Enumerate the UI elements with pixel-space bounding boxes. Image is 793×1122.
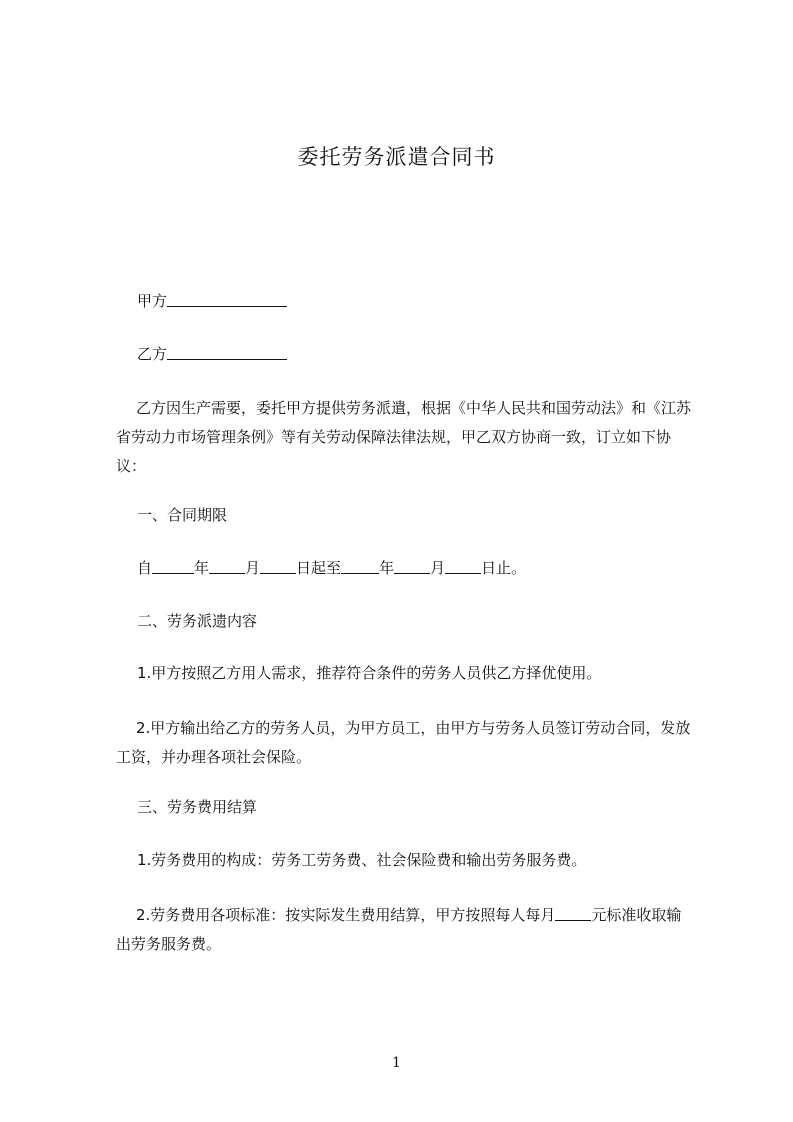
page-number: 1 <box>392 1055 401 1071</box>
party-b-label: 乙方 <box>137 345 168 363</box>
term-blank <box>209 559 245 574</box>
service-fee-text-post: 元标准收取输出劳务服务费。 <box>116 906 682 953</box>
term-month1: 月 <box>245 559 261 577</box>
party-a-label: 甲方 <box>137 292 168 310</box>
term-blank <box>152 559 194 574</box>
contract-term-line <box>137 557 526 579</box>
term-year1: 年 <box>194 559 210 577</box>
party-a-blank <box>167 292 287 307</box>
party-b-line <box>137 343 287 365</box>
service-fee-blank <box>555 906 591 921</box>
term-day2-end: 日止。 <box>481 559 527 577</box>
term-blank <box>445 559 481 574</box>
party-a-line <box>137 290 287 312</box>
party-b-blank <box>167 345 287 360</box>
section2-item2: 2.甲方输出给乙方的劳务人员，为甲方员工，由甲方与劳务人员签订劳动合同，发放工资，并办理各项社会保险。 <box>116 719 691 766</box>
section3-item2 <box>116 901 696 959</box>
service-fee-text-pre: 2.劳务费用各项标准：按实际发生费用结算，甲方按照每人每月 <box>136 906 556 924</box>
document-title: 委托劳务派遣合同书 <box>297 145 496 169</box>
section3-heading: 三、劳务费用结算 <box>137 798 258 816</box>
term-from: 自 <box>137 559 153 577</box>
section2-item1: 1.甲方按照乙方用人需求，推荐符合条件的劳务人员供乙方择优使用。 <box>137 664 602 682</box>
section1-heading: 一、合同期限 <box>137 506 228 524</box>
term-day1-until: 日起至 <box>296 559 342 577</box>
intro-paragraph: 乙方因生产需要，委托甲方提供劳务派遣，根据《中华人民共和国劳动法》和《江苏省劳动力市场管理条例》等有关劳动保障法律法规，甲乙双方协商一致，订立如下协议： <box>116 399 692 475</box>
term-blank <box>341 559 379 574</box>
term-month2: 月 <box>430 559 446 577</box>
term-blank <box>260 559 296 574</box>
section3-item1: 1.劳务费用的构成：劳务工劳务费、社会保险费和输出劳务服务费。 <box>137 851 587 869</box>
term-blank <box>394 559 430 574</box>
term-year2: 年 <box>379 559 395 577</box>
section2-heading: 二、劳务派遗内容 <box>137 612 258 630</box>
